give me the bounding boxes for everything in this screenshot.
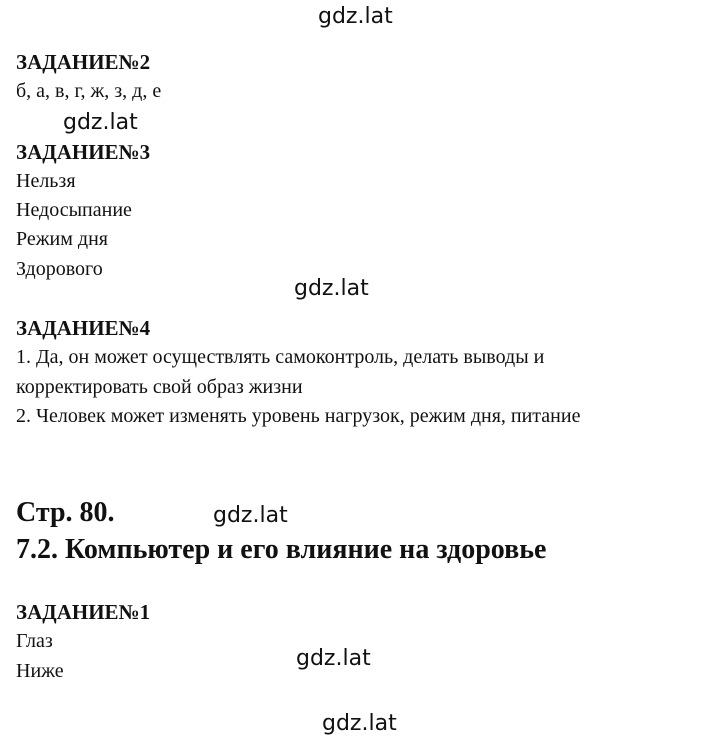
page-label: Стр. 80. <box>16 497 115 528</box>
watermark: gdz.lat <box>296 646 371 671</box>
task-heading: ЗАДАНИЕ№4 <box>16 316 151 340</box>
answer-line: Режим дня <box>16 228 108 250</box>
answer-line: Здорового <box>16 258 103 280</box>
answer-line: 2. Человек может изменять уровень нагрузок, режим дня, питание <box>16 405 581 427</box>
watermark: gdz.lat <box>294 276 369 301</box>
answer-line: Глаз <box>16 630 53 652</box>
task-heading: ЗАДАНИЕ№1 <box>16 600 151 624</box>
answer-line: Нельзя <box>16 170 76 192</box>
watermark: gdz.lat <box>318 4 393 29</box>
chapter-title: 7.2. Компьютер и его влияние на здоровье <box>16 534 547 565</box>
watermark: gdz.lat <box>213 503 288 528</box>
answer-line: Ниже <box>16 660 64 682</box>
watermark: gdz.lat <box>63 110 138 135</box>
answer-line: корректировать свой образ жизни <box>16 376 303 398</box>
task-heading: ЗАДАНИЕ№3 <box>16 140 151 164</box>
answer-line: б, а, в, г, ж, з, д, е <box>16 80 162 102</box>
answer-line: 1. Да, он может осуществлять самоконтроль, делать выводы и <box>16 346 545 368</box>
watermark: gdz.lat <box>322 711 397 736</box>
answer-line: Недосыпание <box>16 199 132 221</box>
task-heading: ЗАДАНИЕ№2 <box>16 50 151 74</box>
